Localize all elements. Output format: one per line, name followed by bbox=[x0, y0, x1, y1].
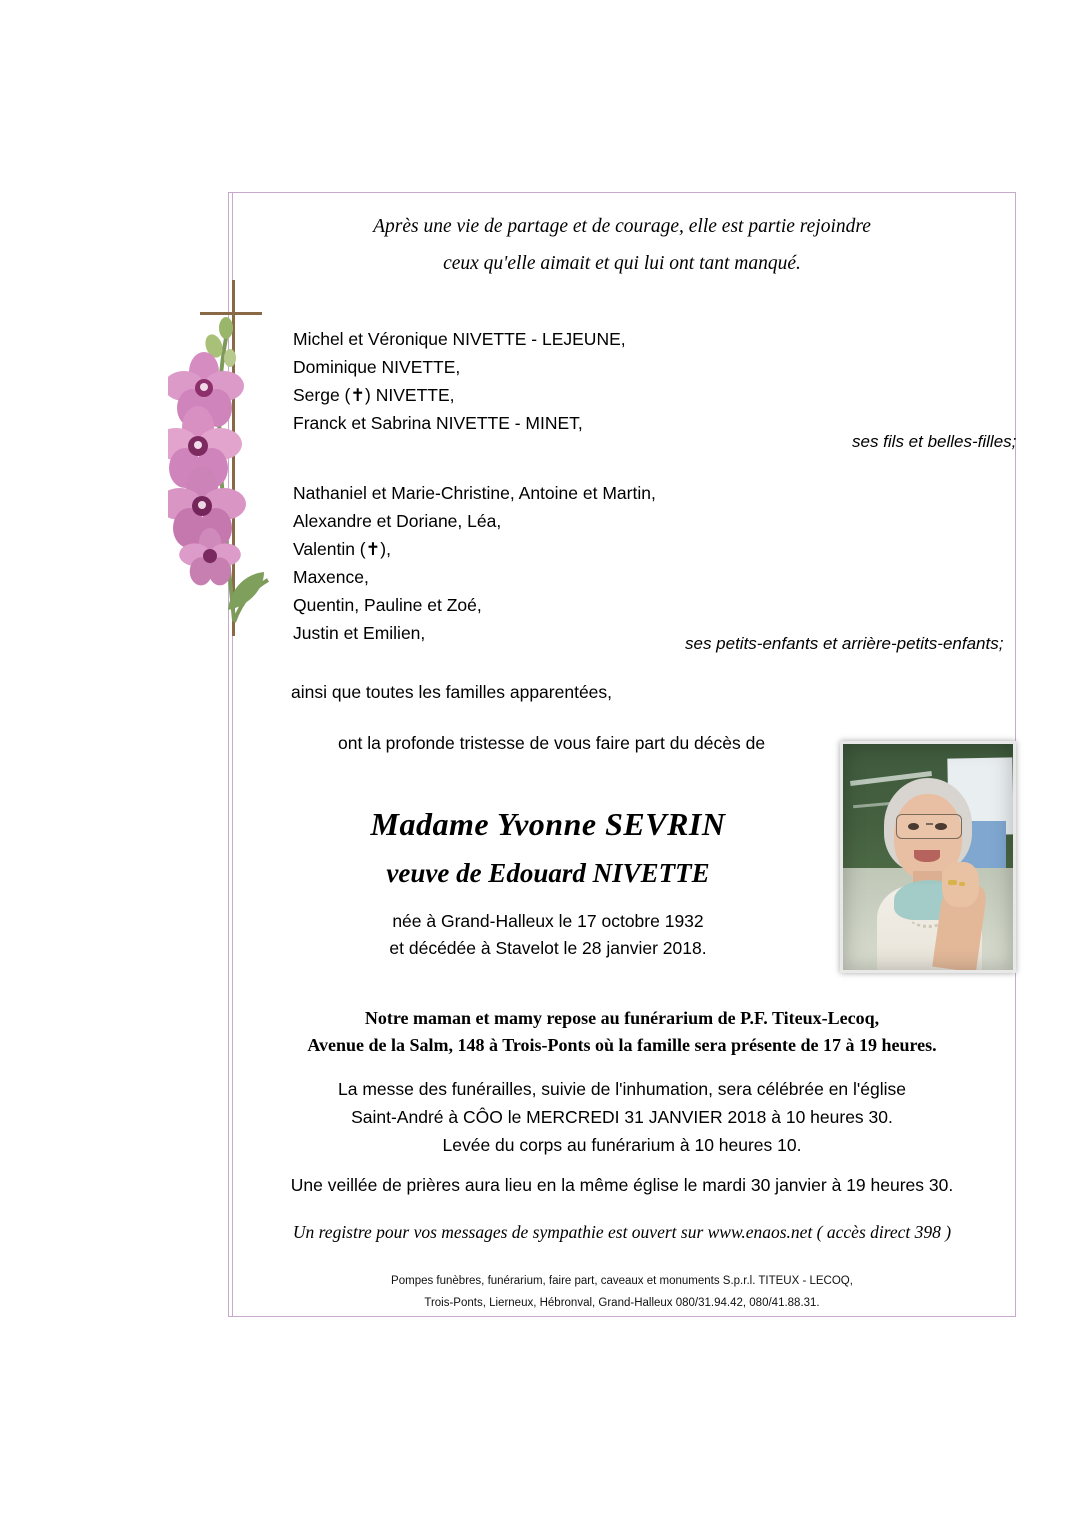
sons-line-3: Serge (✝) NIVETTE, bbox=[293, 385, 455, 405]
footer-line-1: Pompes funèbres, funérarium, faire part, caveaux et monuments S.p.r.l. TITEUX - LECOQ, bbox=[391, 1275, 853, 1287]
mass-info bbox=[228, 1075, 1016, 1159]
grandchildren-line-5: Quentin, Pauline et Zoé, bbox=[293, 595, 482, 615]
deceased-subtitle: veuve de Edouard NIVETTE bbox=[386, 858, 710, 888]
grandchildren-role-label: ses petits-enfants et arrière-petits-enfants; bbox=[685, 634, 1004, 653]
grandchildren-line-4: Maxence, bbox=[293, 567, 369, 587]
birth-line: née à Grand-Halleux le 17 octobre 1932 bbox=[392, 911, 704, 931]
footer-line-2: Trois-Ponts, Lierneux, Hébronval, Grand-Halleux 080/31.94.42, 080/41.88.31. bbox=[424, 1297, 820, 1309]
grandchildren-line-6: Justin et Emilien, bbox=[293, 623, 426, 643]
death-line: et décédée à Stavelot le 28 janvier 2018. bbox=[389, 938, 707, 958]
mass-line-1: La messe des funérailles, suivie de l'inhumation, sera célébrée en l'église bbox=[338, 1079, 906, 1099]
funerarium-info bbox=[228, 1005, 1016, 1059]
grandchildren-list bbox=[293, 479, 656, 647]
funeral-home-footer bbox=[228, 1270, 1016, 1314]
mass-line-2: Saint-André à CÔO le MERCREDI 31 JANVIER 2018 à 10 heures 30. bbox=[351, 1107, 893, 1127]
photo-vignette bbox=[843, 744, 1013, 970]
orchid-and-cross-icon bbox=[168, 280, 288, 640]
intro-verse-line-2: ceux qu'elle aimait et qui lui ont tant manqué. bbox=[443, 253, 801, 275]
intro-verse-line-1: Après une vie de partage et de courage, elle est partie rejoindre bbox=[373, 216, 871, 237]
grandchildren-line-3: Valentin (✝), bbox=[293, 539, 391, 559]
sons-line-4: Franck et Sabrina NIVETTE - MINET, bbox=[293, 413, 583, 433]
related-families-line: ainsi que toutes les familles apparentées, bbox=[291, 682, 613, 702]
deceased-name: Madame Yvonne SEVRIN bbox=[370, 806, 726, 842]
intro-verse bbox=[228, 208, 1016, 282]
grandchildren-line-2: Alexandre et Doriane, Léa, bbox=[293, 511, 502, 531]
funerarium-line-2: Avenue de la Salm, 148 à Trois-Ponts où la famille sera présente de 17 à 19 heures. bbox=[307, 1035, 937, 1055]
sons-role-label: ses fils et belles-filles; bbox=[852, 432, 1017, 451]
vigil-info: Une veillée de prières aura lieu en la même église le mardi 30 janvier à 19 heures 30. bbox=[290, 1175, 954, 1195]
sons-line-2: Dominique NIVETTE, bbox=[293, 357, 461, 377]
mass-line-3: Levée du corps au funérarium à 10 heures 10. bbox=[442, 1135, 802, 1155]
portrait-photo bbox=[840, 741, 1016, 973]
funerarium-line-1: Notre maman et mamy repose au funérarium de P.F. Titeux-Lecoq, bbox=[364, 1008, 880, 1028]
sons-list bbox=[293, 325, 626, 437]
birth-and-death-info bbox=[228, 908, 868, 962]
announcement-line: ont la profonde tristesse de vous faire part du décès de bbox=[338, 733, 766, 753]
condolence-registry-line: Un registre pour vos messages de sympathie est ouvert sur www.enaos.net ( accès direct 398 ) bbox=[292, 1222, 952, 1242]
grandchildren-line-1: Nathaniel et Marie-Christine, Antoine et Martin, bbox=[293, 483, 656, 503]
sons-line-1: Michel et Véronique NIVETTE - LEJEUNE, bbox=[293, 329, 626, 349]
